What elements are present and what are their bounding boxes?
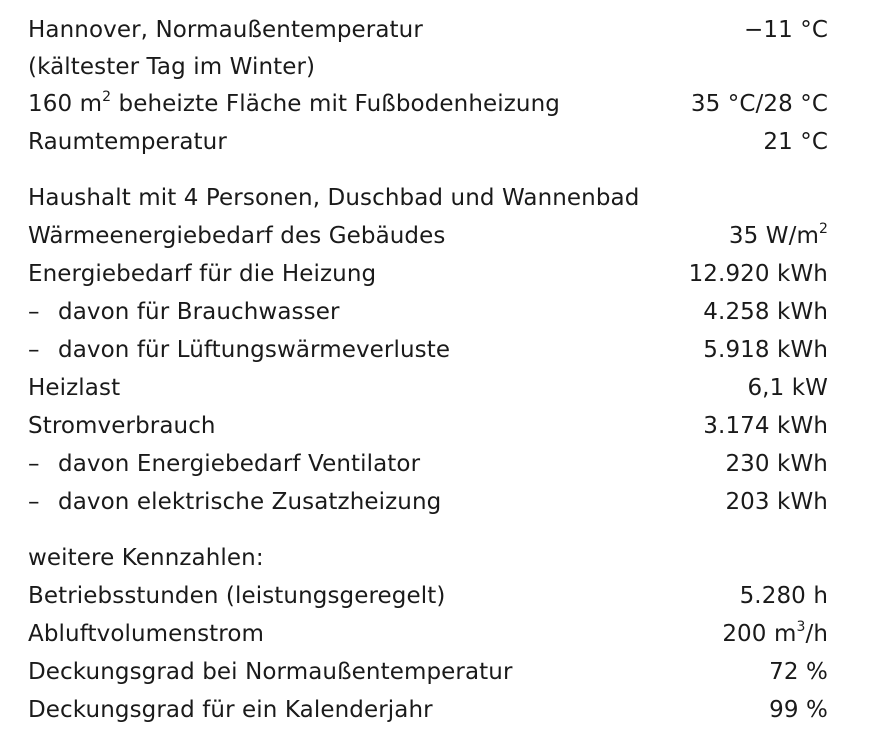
row-label: Abluftvolumenstrom (28, 621, 265, 647)
row-label: Stromverbrauch (28, 413, 216, 439)
row-label: Hannover, Normaußentemperatur (28, 17, 423, 43)
row-label (28, 293, 340, 331)
row-label: Betriebsstunden (leistungsgeregelt) (28, 583, 446, 609)
row-label: Deckungsgrad bei Normaußentemperatur (28, 659, 513, 685)
row-value: 5.280 h (739, 583, 828, 609)
row-value: 6,1 kW (747, 375, 828, 401)
table-row-normaussentemperatur (28, 11, 828, 49)
row-label: Haushalt mit 4 Personen, Duschbad und Wannenbad (28, 185, 640, 211)
row-value: 4.258 kWh (703, 299, 828, 325)
row-value: 230 kWh (725, 451, 828, 477)
row-label: Wärmeenergiebedarf des Gebäudes (28, 223, 446, 249)
table-row-zusatzheizung (28, 483, 828, 521)
table-row-stromverbrauch (28, 407, 828, 445)
row-value: 35 °C/28 °C (690, 91, 828, 117)
label-part: davon für Brauchwasser (58, 299, 340, 325)
row-label: Raumtemperatur (28, 129, 227, 155)
label-part: davon Energiebedarf Ventilator (58, 451, 421, 477)
table-row-brauchwasser (28, 293, 828, 331)
row-label: weitere Kennzahlen: (28, 545, 264, 571)
table-row-kaeltester-tag (28, 49, 828, 85)
row-value: 21 °C (763, 129, 828, 155)
table-row-waermeenergiebedarf (28, 217, 828, 255)
row-value: 99 % (769, 697, 828, 723)
household-group (28, 179, 828, 521)
dash-marker: – (28, 451, 40, 477)
row-label: Deckungsgrad für ein Kalenderjahr (28, 697, 433, 723)
table-row-heizlast (28, 369, 828, 407)
key-figures-group (28, 539, 828, 729)
dash-marker: – (28, 489, 40, 515)
dash-marker: – (28, 337, 40, 363)
row-value: 3.174 kWh (703, 413, 828, 439)
value-part: /h (805, 621, 828, 647)
value-part: 200 m (722, 621, 797, 647)
row-label (28, 331, 450, 369)
dash-marker: – (28, 299, 40, 325)
table-row-abluftvolumenstrom (28, 615, 828, 653)
row-label: Energiebedarf für die Heizung (28, 261, 377, 287)
superscript: 3 (796, 619, 806, 636)
label-part: davon elektrische Zusatzheizung (58, 489, 442, 515)
table-row-betriebsstunden (28, 577, 828, 615)
row-value: −11 °C (743, 17, 828, 43)
table-row-ventilator (28, 445, 828, 483)
row-value: 203 kWh (725, 489, 828, 515)
row-value: 72 % (769, 659, 828, 685)
location-group (28, 11, 828, 161)
table-row-weitere-kennzahlen (28, 539, 828, 577)
label-part: 160 m (28, 91, 103, 117)
row-label: (kältester Tag im Winter) (28, 54, 316, 80)
row-value: 5.918 kWh (703, 337, 828, 363)
superscript: 2 (818, 221, 828, 238)
table-row-beheizte-flaeche (28, 85, 828, 123)
table-row-haushalt (28, 179, 828, 217)
row-label (28, 483, 441, 521)
table-row-deckungsgrad-normaussentemperatur (28, 653, 828, 691)
row-value (722, 615, 828, 653)
row-value (729, 217, 828, 255)
table-row-raumtemperatur (28, 123, 828, 161)
row-value: 12.920 kWh (688, 261, 828, 287)
table-row-energiebedarf-heizung (28, 255, 828, 293)
superscript: 2 (102, 89, 112, 106)
table-row-lueftungswaermeverluste (28, 331, 828, 369)
label-part: davon für Lüftungswärmeverluste (58, 337, 451, 363)
label-part: beheizte Fläche mit Fußbodenheizung (111, 91, 560, 117)
value-part: 35 W/m (728, 223, 819, 249)
row-label (28, 445, 420, 483)
table-row-deckungsgrad-kalenderjahr (28, 691, 828, 729)
row-label (28, 85, 560, 123)
row-label: Heizlast (28, 375, 121, 401)
